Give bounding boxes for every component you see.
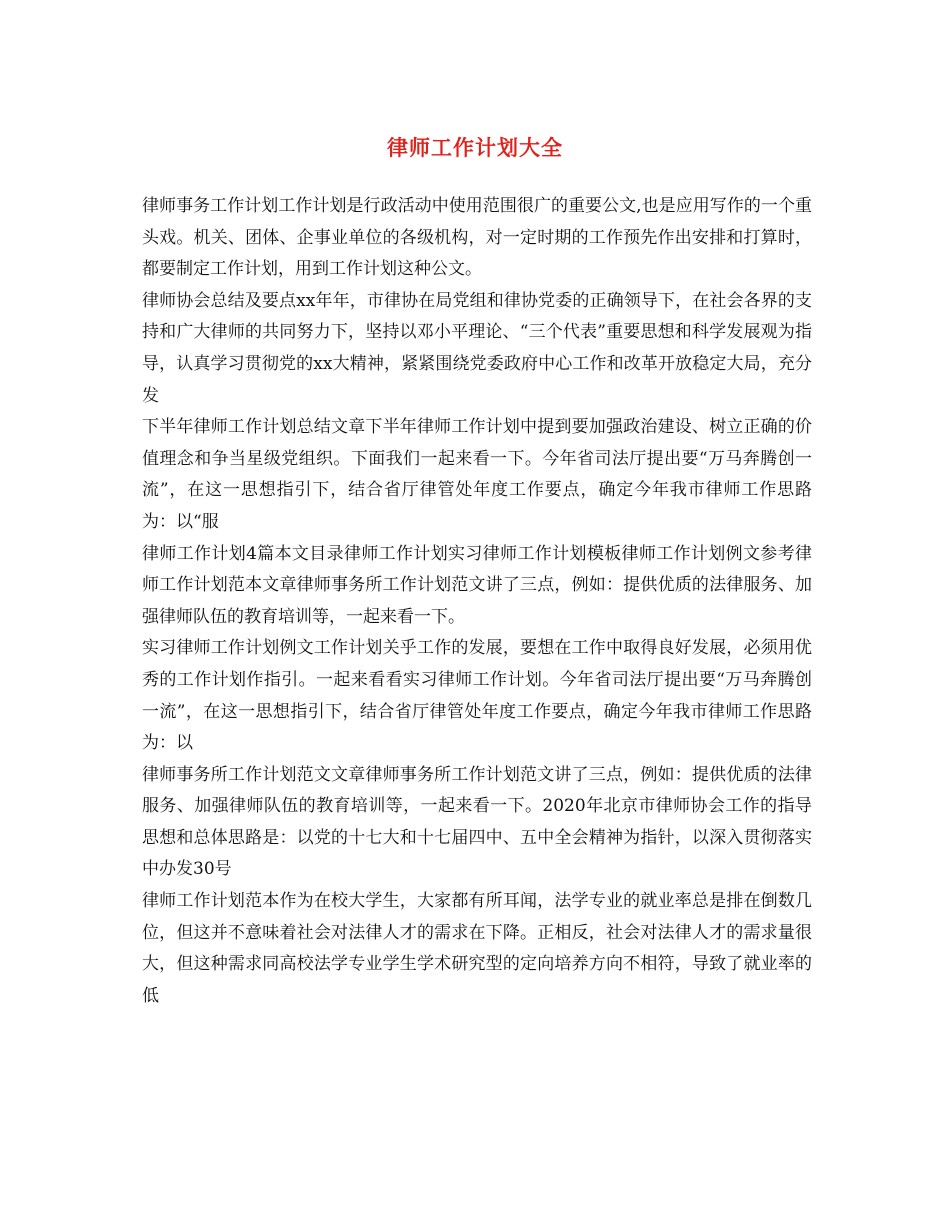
paragraph-6: 律师事务所工作计划范文文章律师事务所工作计划范文讲了三点，例如：提供优质的法律服务、加强律师队伍的教育培训等，一起来看一下。2020年北京市律师协会工作的指导思想和总体思路是：以党的十七大和十七届四中、五中全会精神为指针，以深入贯彻落实中办发30号: [142, 764, 812, 880]
paragraph-7: 律师工作计划范本作为在校大学生，大家都有所耳闻，法学专业的就业率总是排在倒数几位，但这并不意味着社会对法律人才的需求在下降。正相反，社会对法律人才的需求量很大，但这种需求同高校法学专业学生学术研究型的定向培养方向不相符，导致了就业率的低: [142, 891, 812, 1006]
paragraph-4: 律师工作计划4篇本文目录律师工作计划实习律师工作计划模板律师工作计划例文参考律师工作计划范本文章律师事务所工作计划范文讲了三点，例如：提供优质的法律服务、加强律师队伍的教育培训等，一起来看一下。: [142, 543, 812, 627]
paragraph-3: 下半年律师工作计划总结文章下半年律师工作计划中提到要加强政治建设、树立正确的价值理念和争当星级党组织。下面我们一起来看一下。今年省司法厅提出要“万马奔腾创一流”，在这一思想指引下，结合省厅律管处年度工作要点，确定今年我市律师工作思路为：以“服: [142, 417, 812, 532]
document-title: 律师工作计划大全: [387, 135, 563, 161]
paragraph-2: 律师协会总结及要点xx年年，市律协在局党组和律协党委的正确领导下，在社会各界的支持和广大律师的共同努力下，坚持以邓小平理论、“三个代表”重要思想和科学发展观为指导，认真学习贯彻党的xx大精神，紧紧围绕党委政府中心工作和改革开放稳定大局，充分发: [142, 290, 812, 406]
paragraph-1: 律师事务工作计划工作计划是行政活动中使用范围很广的重要公文,也是应用写作的一个重头戏。机关、团体、企事业单位的各级机构，对一定时期的工作预先作出安排和打算时，都要制定工作计划，用到工作计划这种公文。: [142, 196, 812, 280]
document-body: [142, 191, 812, 1012]
paragraph-5: 实习律师工作计划例文工作计划关乎工作的发展，要想在工作中取得良好发展，必须用优秀的工作计划作指引。一起来看看实习律师工作计划。今年省司法厅提出要“万马奔腾创一流”，在这一思想指引下，结合省厅律管处年度工作要点，确定今年我市律师工作思路为：以: [142, 638, 812, 754]
